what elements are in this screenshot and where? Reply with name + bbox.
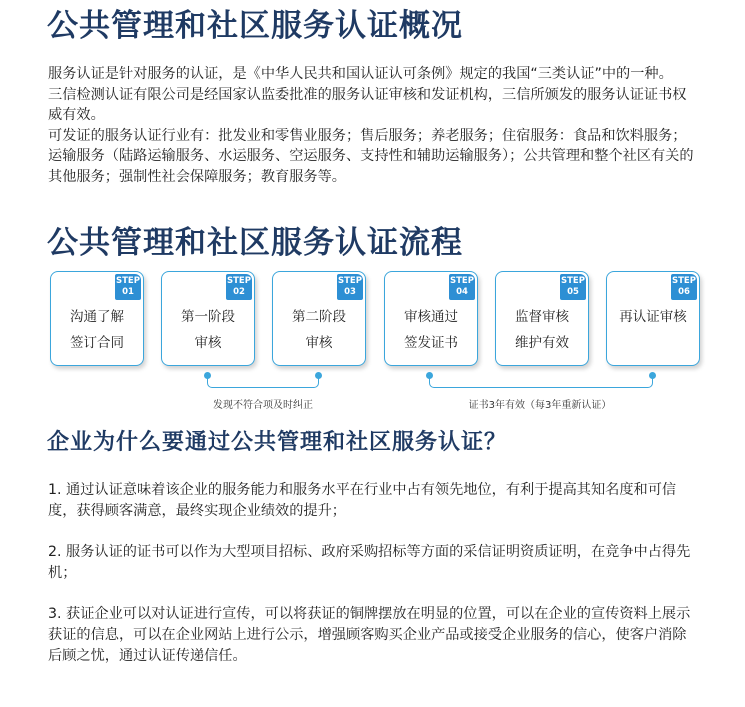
process-step-6 — [606, 271, 700, 366]
step-badge: STEP 05 — [560, 274, 586, 300]
step-badge: STEP 03 — [337, 274, 363, 300]
step-label: 沟通了解 — [70, 309, 124, 325]
connector-dot — [315, 372, 322, 379]
step-label: 监督审核 — [515, 309, 569, 325]
connector-dot — [649, 372, 656, 379]
step-label: 第二阶段 — [292, 309, 346, 325]
step-label: 第一阶段 — [181, 309, 235, 325]
why-title: 企业为什么要通过公共管理和社区服务认证？ — [47, 430, 508, 455]
step-label: 审核 — [305, 335, 333, 351]
process-step-4 — [384, 271, 478, 366]
connector-dot — [426, 372, 433, 379]
step-badge: STEP 01 — [115, 274, 141, 300]
overview-text — [48, 64, 698, 187]
overview-paragraph: 服务认证是针对服务的认证，是《中华人民共和国认证认可条例》规定的我国“三类认证”中的一种。 — [48, 66, 673, 82]
overview-paragraph: 三信检测认证有限公司是经国家认监委批准的服务认证审核和发证机构，三信所颁发的服务认证证书权威有效。 — [48, 86, 687, 123]
step-badge: STEP 02 — [226, 274, 252, 300]
correction-note: 发现不符合项及时纠正 — [213, 400, 313, 411]
process-step-5 — [495, 271, 589, 366]
correction-bracket — [207, 377, 319, 388]
step-label: 维护有效 — [515, 335, 569, 351]
step-label: 再认证审核 — [619, 309, 687, 325]
validity-note: 证书3年有效（每3年重新认证） — [468, 400, 612, 411]
process-step-2 — [161, 271, 255, 366]
process-title: 公共管理和社区服务认证流程 — [47, 225, 463, 261]
process-step-3 — [272, 271, 366, 366]
reason-item: 2. 服务认证的证书可以作为大型项目招标、政府采购招标等方面的采信证明资质证明，在竞争中占得先机； — [48, 544, 691, 581]
step-label: 签订合同 — [70, 335, 124, 351]
step-label: 审核 — [194, 335, 222, 351]
validity-bracket — [429, 377, 653, 388]
step-badge: STEP 04 — [449, 274, 475, 300]
process-step-1 — [50, 271, 144, 366]
reason-item: 3. 获证企业可以对认证进行宣传，可以将获证的铜牌摆放在明显的位置，可以在企业的宣传资料上展示获证的信息，可以在企业网站上进行公示，增强顾客购买企业产品或接受企业服务的信心，使客户消除后顾之忧，通过认证传递信任。 — [48, 606, 691, 664]
connector-dot — [204, 372, 211, 379]
step-label: 签发证书 — [404, 335, 458, 351]
overview-paragraph: 可发证的服务认证行业有：批发业和零售业服务；售后服务；养老服务；住宿服务：食品和饮料服务；运输服务（陆路运输服务、水运服务、空运服务、支持性和辅助运输服务）；公共管理和整个社区有关的其他服务；强制性社会保障服务；教育服务等。 — [48, 127, 694, 185]
step-badge: STEP 06 — [671, 274, 697, 300]
reason-item: 1. 通过认证意味着该企业的服务能力和服务水平在行业中占有领先地位，有利于提高其知名度和可信度，获得顾客满意，最终实现企业绩效的提升； — [48, 482, 677, 519]
overview-title: 公共管理和社区服务认证概况 — [47, 8, 463, 44]
step-label: 审核通过 — [404, 309, 458, 325]
